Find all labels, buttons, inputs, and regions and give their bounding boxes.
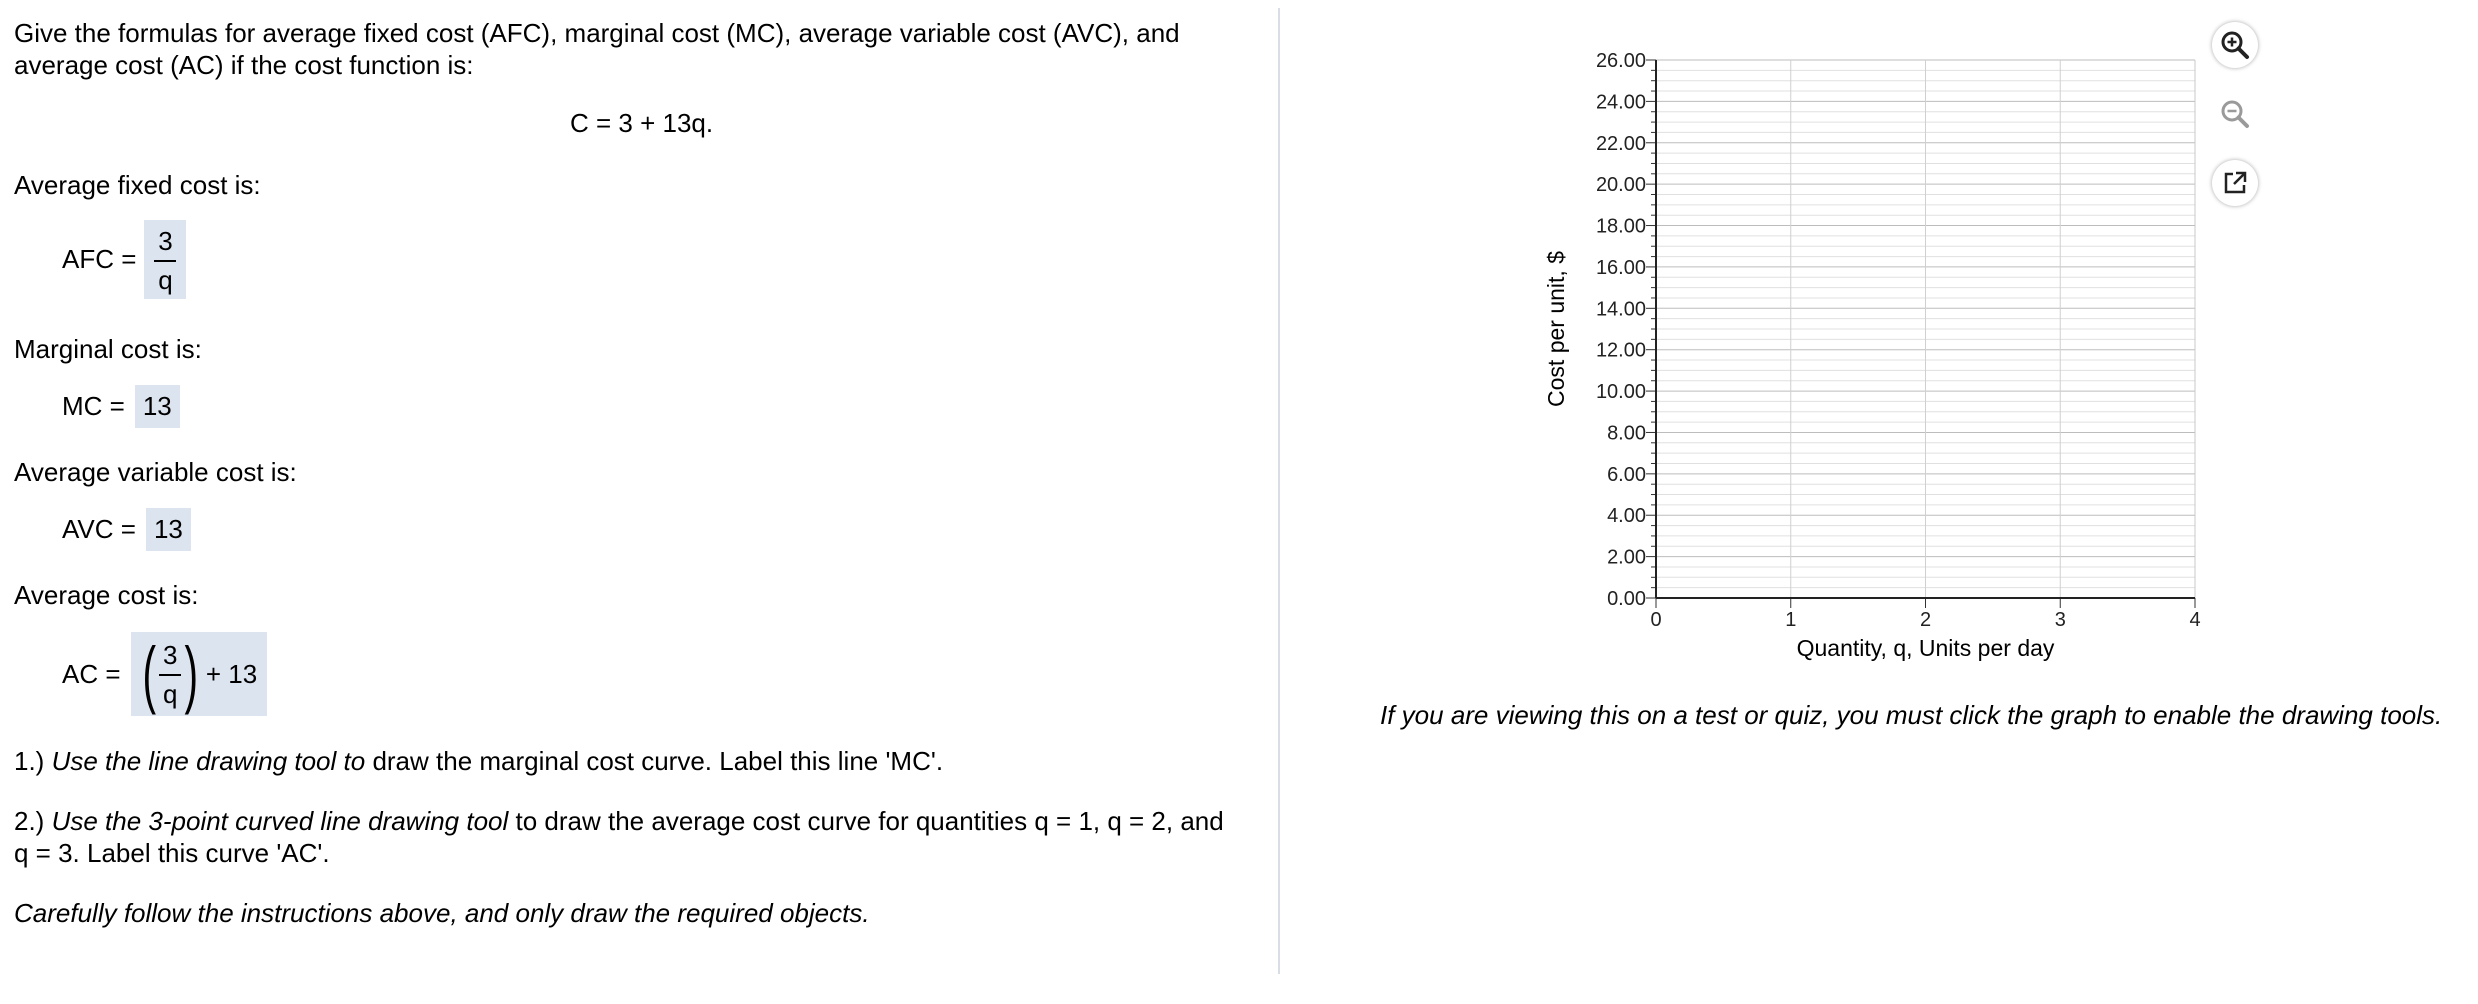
- ac-numerator: 3: [162, 639, 178, 670]
- mc-heading: Marginal cost is:: [14, 334, 202, 364]
- x-tick-label: 4: [2189, 609, 2201, 631]
- popout-icon: [2221, 169, 2249, 197]
- x-tick-label: 2: [1919, 609, 1932, 631]
- step1-number: 1.): [14, 746, 45, 776]
- ac-denominator: q: [162, 678, 178, 709]
- x-tick-label: 1: [1785, 609, 1797, 631]
- panel-divider: [1278, 8, 1280, 974]
- mc-label: MC =: [62, 391, 125, 421]
- x-axis-label: Quantity, q, Units per day: [1796, 635, 2055, 661]
- y-tick-label: 24.00: [1595, 91, 1646, 114]
- afc-heading: Average fixed cost is:: [14, 170, 261, 200]
- step1-text: draw the marginal cost curve. Label this line 'MC'.: [372, 746, 944, 776]
- instruction-careful: Carefully follow the instructions above, and only draw the required objects.: [14, 898, 870, 928]
- ac-answer-box[interactable]: [131, 632, 268, 716]
- y-tick-label: 18.00: [1595, 215, 1646, 238]
- y-axis-label: Cost per unit, $: [1543, 251, 1569, 407]
- cost-function: C = 3 + 13q.: [570, 108, 714, 138]
- y-tick-label: 22.00: [1595, 132, 1646, 155]
- y-tick-label: 4.00: [1607, 505, 1646, 528]
- y-tick-label: 26.00: [1595, 50, 1646, 72]
- y-tick-label: 2.00: [1607, 546, 1646, 569]
- ac-suffix: + 13: [205, 658, 258, 689]
- y-tick-label: 10.00: [1595, 381, 1646, 404]
- x-tick-label: 0: [1650, 609, 1662, 631]
- zoom-out-button[interactable]: [2212, 91, 2258, 137]
- ac-label: AC =: [62, 658, 121, 689]
- afc-denominator: q: [158, 265, 173, 295]
- zoom-in-button[interactable]: [2212, 22, 2258, 68]
- afc-answer-box[interactable]: [144, 220, 186, 299]
- y-tick-label: 20.00: [1595, 174, 1646, 197]
- graph-tick-labels: [1596, 50, 2201, 631]
- step1-italic: Use the line drawing tool to: [51, 746, 366, 776]
- popout-button[interactable]: [2212, 160, 2258, 206]
- y-tick-label: 8.00: [1607, 422, 1646, 445]
- afc-formula: [62, 220, 186, 299]
- avc-formula: [62, 508, 191, 551]
- mc-formula: [62, 385, 180, 428]
- cost-graph[interactable]: [1540, 30, 2240, 680]
- y-tick-label: 12.00: [1595, 339, 1646, 362]
- avc-label: AVC =: [62, 514, 136, 544]
- ac-heading: Average cost is:: [14, 580, 199, 610]
- ac-left-paren: (: [142, 632, 156, 715]
- zoom-in-icon: [2219, 29, 2251, 61]
- graph-note: If you are viewing this on a test or quiz, you must click the graph to enable the drawing tools.: [1380, 700, 2443, 730]
- instruction-step1: [14, 746, 943, 777]
- x-tick-label: 3: [2054, 609, 2066, 631]
- afc-numerator: 3: [158, 226, 173, 256]
- step2-italic: Use the 3-point curved line drawing tool: [51, 806, 509, 836]
- ac-right-paren: ): [184, 632, 199, 715]
- avc-heading: Average variable cost is:: [14, 457, 297, 487]
- mc-answer-box[interactable]: 13: [135, 385, 180, 428]
- avc-answer-box[interactable]: 13: [146, 508, 191, 551]
- step2-number: 2.): [14, 806, 45, 836]
- step2-text: to draw the average cost curve for quantities q = 1, q = 2, and: [515, 806, 1224, 836]
- y-tick-label: 16.00: [1595, 256, 1646, 279]
- y-tick-label: 0.00: [1607, 588, 1646, 610]
- y-tick-label: 14.00: [1595, 298, 1646, 321]
- afc-label: AFC =: [62, 244, 137, 274]
- question-intro-line1: Give the formulas for average fixed cost (AFC), marginal cost (MC), average variable cost (AVC), and: [14, 18, 1180, 48]
- instruction-step2: [14, 806, 1224, 837]
- ac-formula: [62, 632, 267, 716]
- y-tick-label: 6.00: [1607, 463, 1646, 486]
- zoom-out-icon: [2219, 98, 2251, 130]
- graph-grid: [1656, 60, 2195, 598]
- instruction-step2-line2: q = 3. Label this curve 'AC'.: [14, 838, 330, 868]
- question-intro-line2: average cost (AC) if the cost function is:: [14, 50, 474, 80]
